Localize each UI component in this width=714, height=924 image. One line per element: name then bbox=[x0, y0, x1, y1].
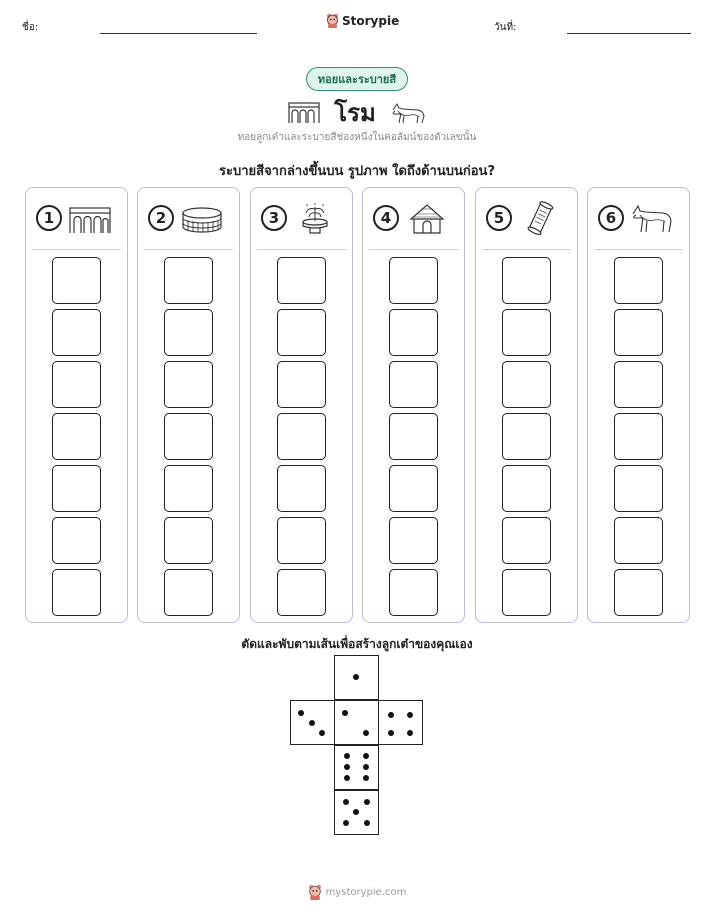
column-number: 4 bbox=[373, 205, 399, 231]
name-label: ชื่อ: bbox=[22, 22, 39, 33]
die-pip bbox=[342, 710, 348, 716]
fountain-icon bbox=[293, 201, 337, 237]
die-face-5 bbox=[334, 790, 379, 835]
die-pip bbox=[344, 764, 350, 770]
die-pip bbox=[343, 799, 349, 805]
aqueduct-icon bbox=[288, 102, 320, 124]
die-face-3 bbox=[290, 700, 335, 745]
color-cell[interactable] bbox=[389, 309, 438, 356]
die-pip bbox=[363, 764, 369, 770]
color-cell[interactable] bbox=[502, 309, 551, 356]
color-cell[interactable] bbox=[164, 413, 213, 460]
color-cell[interactable] bbox=[52, 361, 101, 408]
footer bbox=[0, 884, 714, 900]
color-cell[interactable] bbox=[614, 517, 663, 564]
coloring-cells bbox=[277, 257, 326, 621]
color-cell[interactable] bbox=[389, 465, 438, 512]
die-face-1 bbox=[334, 655, 379, 700]
scroll-icon bbox=[518, 201, 562, 237]
coloring-cells bbox=[389, 257, 438, 621]
column-5 bbox=[475, 187, 578, 623]
die-pip bbox=[309, 720, 315, 726]
color-cell[interactable] bbox=[277, 413, 326, 460]
coloring-cells bbox=[52, 257, 101, 621]
column-3 bbox=[250, 187, 353, 623]
column-4 bbox=[362, 187, 465, 623]
column-header bbox=[26, 201, 127, 237]
coloring-cells bbox=[164, 257, 213, 621]
column-number: 6 bbox=[598, 205, 624, 231]
color-cell[interactable] bbox=[277, 465, 326, 512]
die-face-2 bbox=[334, 700, 379, 745]
question-prompt: ระบายสีจากล่างขึ้นบน รูปภาพ ใดถึงด้านบนก่อน? bbox=[219, 164, 495, 179]
brand-logo bbox=[326, 13, 399, 28]
color-cell[interactable] bbox=[502, 465, 551, 512]
color-cell[interactable] bbox=[277, 517, 326, 564]
color-cell[interactable] bbox=[277, 257, 326, 304]
die-pip bbox=[364, 799, 370, 805]
hut-icon bbox=[405, 201, 449, 237]
color-cell[interactable] bbox=[164, 517, 213, 564]
color-cell[interactable] bbox=[164, 309, 213, 356]
color-cell[interactable] bbox=[52, 257, 101, 304]
color-cell[interactable] bbox=[164, 569, 213, 616]
column-header bbox=[588, 201, 689, 237]
color-cell[interactable] bbox=[614, 257, 663, 304]
column-6 bbox=[587, 187, 690, 623]
activity-badge: ทอยและระบายสี bbox=[306, 67, 408, 91]
date-label: วันที่: bbox=[494, 22, 517, 33]
column-header bbox=[363, 201, 464, 237]
die-pip bbox=[344, 775, 350, 781]
die-face-4 bbox=[378, 700, 423, 745]
color-cell[interactable] bbox=[277, 569, 326, 616]
column-number: 3 bbox=[261, 205, 287, 231]
name-line[interactable] bbox=[100, 33, 257, 34]
storypie-bear-icon bbox=[308, 884, 322, 900]
color-cell[interactable] bbox=[52, 465, 101, 512]
color-cell[interactable] bbox=[389, 361, 438, 408]
page-title: โรม bbox=[334, 99, 376, 127]
column-header bbox=[251, 201, 352, 237]
column-2 bbox=[137, 187, 240, 623]
color-cell[interactable] bbox=[164, 465, 213, 512]
die-pip bbox=[407, 712, 413, 718]
color-cell[interactable] bbox=[502, 361, 551, 408]
color-cell[interactable] bbox=[502, 517, 551, 564]
colosseum-icon bbox=[180, 201, 224, 237]
die-pip bbox=[353, 674, 359, 680]
color-cell[interactable] bbox=[389, 569, 438, 616]
column-number: 5 bbox=[486, 205, 512, 231]
color-cell[interactable] bbox=[502, 569, 551, 616]
die-pip bbox=[298, 710, 304, 716]
column-header bbox=[138, 201, 239, 237]
date-line[interactable] bbox=[567, 33, 691, 34]
column-header bbox=[476, 201, 577, 237]
die-pip bbox=[364, 820, 370, 826]
die-pip bbox=[388, 712, 394, 718]
color-cell[interactable] bbox=[614, 361, 663, 408]
die-pip bbox=[363, 753, 369, 759]
color-cell[interactable] bbox=[164, 257, 213, 304]
color-cell[interactable] bbox=[614, 569, 663, 616]
aqueduct-icon bbox=[68, 201, 112, 237]
title-row bbox=[0, 93, 714, 132]
color-cell[interactable] bbox=[614, 413, 663, 460]
color-cell[interactable] bbox=[614, 309, 663, 356]
column-number: 1 bbox=[36, 205, 62, 231]
color-cell[interactable] bbox=[52, 309, 101, 356]
die-face-6 bbox=[334, 745, 379, 790]
color-cell[interactable] bbox=[614, 465, 663, 512]
die-pip bbox=[388, 730, 394, 736]
die-pip bbox=[319, 730, 325, 736]
color-cell[interactable] bbox=[277, 361, 326, 408]
die-pip bbox=[344, 753, 350, 759]
dice-instruction: ตัดและพับตามเส้นเพื่อสร้างลูกเต๋าของคุณเอง bbox=[241, 637, 473, 651]
wolf-icon bbox=[630, 201, 674, 237]
die-pip bbox=[363, 775, 369, 781]
brand-name: Storypie bbox=[342, 13, 400, 28]
column-number: 2 bbox=[148, 205, 174, 231]
die-pip bbox=[343, 820, 349, 826]
color-cell[interactable] bbox=[389, 517, 438, 564]
die-pip bbox=[353, 809, 359, 815]
color-cell[interactable] bbox=[389, 257, 438, 304]
footer-url[interactable]: mystorypie.com bbox=[325, 886, 407, 898]
color-cell[interactable] bbox=[502, 257, 551, 304]
instructions: ทอยลูกเต๋าและระบายสีช่องหนึ่งในคอลัมน์ของตัวเลขนั้น bbox=[237, 132, 477, 143]
color-cell[interactable] bbox=[502, 413, 551, 460]
color-cell[interactable] bbox=[52, 413, 101, 460]
wolf-icon bbox=[390, 101, 426, 125]
color-cell[interactable] bbox=[277, 309, 326, 356]
color-cell[interactable] bbox=[164, 361, 213, 408]
coloring-cells bbox=[614, 257, 663, 621]
die-pip bbox=[407, 730, 413, 736]
coloring-cells bbox=[502, 257, 551, 621]
storypie-bear-icon bbox=[326, 13, 339, 28]
die-pip bbox=[363, 730, 369, 736]
color-cell[interactable] bbox=[52, 517, 101, 564]
color-cell[interactable] bbox=[389, 413, 438, 460]
color-cell[interactable] bbox=[52, 569, 101, 616]
column-1 bbox=[25, 187, 128, 623]
